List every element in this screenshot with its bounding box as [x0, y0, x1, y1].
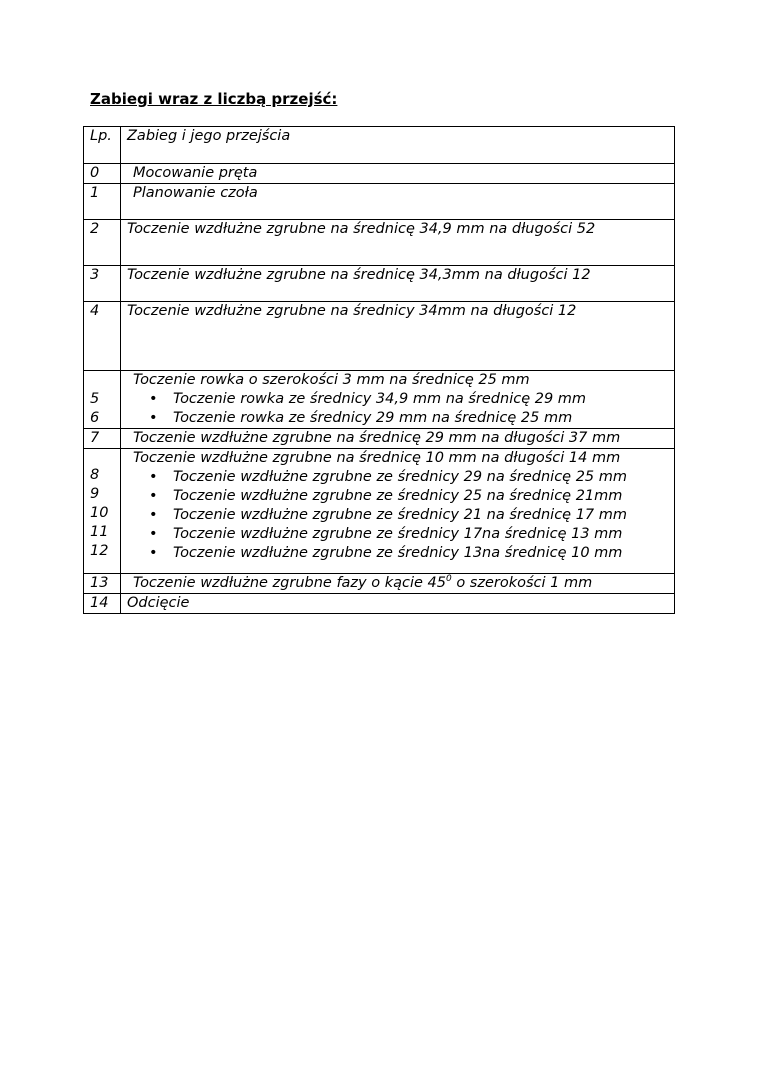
- row-text: Toczenie wzdłużne zgrubne na średnicę 29 mm na długości 37 mm: [133, 430, 621, 446]
- row-lp-number: 11: [90, 524, 109, 540]
- row-lp: 14: [84, 594, 121, 614]
- row-operation: [121, 429, 675, 449]
- row-operation: [121, 574, 675, 594]
- row-text: Mocowanie pręta: [133, 165, 258, 181]
- row-lp: 4: [84, 302, 121, 371]
- row-lp: 2: [84, 220, 121, 266]
- table-row: [84, 164, 675, 184]
- table-row: [84, 371, 675, 429]
- row-lp: [84, 371, 121, 429]
- row-lp: 13: [84, 574, 121, 594]
- row-operation: Toczenie wzdłużne zgrubne na średnicę 34,9 mm na długości 52: [121, 220, 675, 266]
- row-lp: 0: [84, 164, 121, 184]
- row-lp-number: 6: [90, 410, 100, 426]
- list-item: • Toczenie wzdłużne zgrubne ze średnicy 13na średnicę 10 mm: [173, 544, 672, 563]
- row-lp: 3: [84, 266, 121, 302]
- row-lp-number: 10: [90, 505, 109, 521]
- row-operation: [121, 184, 675, 220]
- row-text-main: Toczenie wzdłużne zgrubne fazy o kącie 45: [133, 575, 446, 591]
- list-item: • Toczenie rowka ze średnicy 34,9 mm na średnicę 29 mm: [173, 390, 672, 409]
- table-row: [84, 429, 675, 449]
- row-operation: [121, 164, 675, 184]
- row-lp-number: 9: [90, 486, 100, 502]
- row-text: Toczenie rowka o szerokości 3 mm na średnicę 25 mm: [133, 372, 530, 388]
- table-row: [84, 574, 675, 594]
- degree-superscript: 0: [445, 574, 452, 584]
- row-lp: 7: [84, 429, 121, 449]
- header-lp: Lp.: [84, 127, 121, 164]
- list-item: • Toczenie wzdłużne zgrubne ze średnicy 29 na średnicę 25 mm: [173, 468, 672, 487]
- row-text: Toczenie wzdłużne zgrubne na średnicę 10 mm na długości 14 mm: [133, 450, 621, 466]
- table-row: [84, 184, 675, 220]
- table-row: [84, 594, 675, 614]
- row-operation: Toczenie wzdłużne zgrubne na średnicy 34mm na długości 12: [121, 302, 675, 371]
- table-row: [84, 302, 675, 371]
- row-lp-number: 5: [90, 391, 100, 407]
- list-item: • Toczenie wzdłużne zgrubne ze średnicy 25 na średnicę 21mm: [173, 487, 672, 506]
- row-operation: [121, 371, 675, 429]
- list-item: • Toczenie wzdłużne zgrubne ze średnicy 17na średnicę 13 mm: [173, 525, 672, 544]
- list-item: • Toczenie wzdłużne zgrubne ze średnicy 21 na średnicę 17 mm: [173, 506, 672, 525]
- row-lp: [84, 449, 121, 574]
- row-operation: [121, 449, 675, 574]
- row-operation: Toczenie wzdłużne zgrubne na średnicę 34,3mm na długości 12: [121, 266, 675, 302]
- page-heading: Zabiegi wraz z liczbą przejść:: [90, 90, 338, 108]
- table-row: [84, 220, 675, 266]
- row-operation: Odcięcie: [121, 594, 675, 614]
- row-text: Planowanie czoła: [133, 185, 258, 201]
- sub-operation-list: [127, 468, 672, 563]
- list-item: • Toczenie rowka ze średnicy 29 mm na średnicę 25 mm: [173, 409, 672, 428]
- row-lp: 1: [84, 184, 121, 220]
- row-text-tail: o szerokości 1 mm: [451, 575, 593, 591]
- table-header-row: [84, 127, 675, 164]
- header-operation: Zabieg i jego przejścia: [121, 127, 675, 164]
- table-row: [84, 266, 675, 302]
- operations-table: [83, 126, 675, 614]
- row-text: [127, 575, 592, 591]
- row-lp-number: 8: [90, 467, 100, 483]
- table-row: [84, 449, 675, 574]
- row-lp-number: 12: [90, 543, 109, 559]
- sub-operation-list: [127, 390, 672, 428]
